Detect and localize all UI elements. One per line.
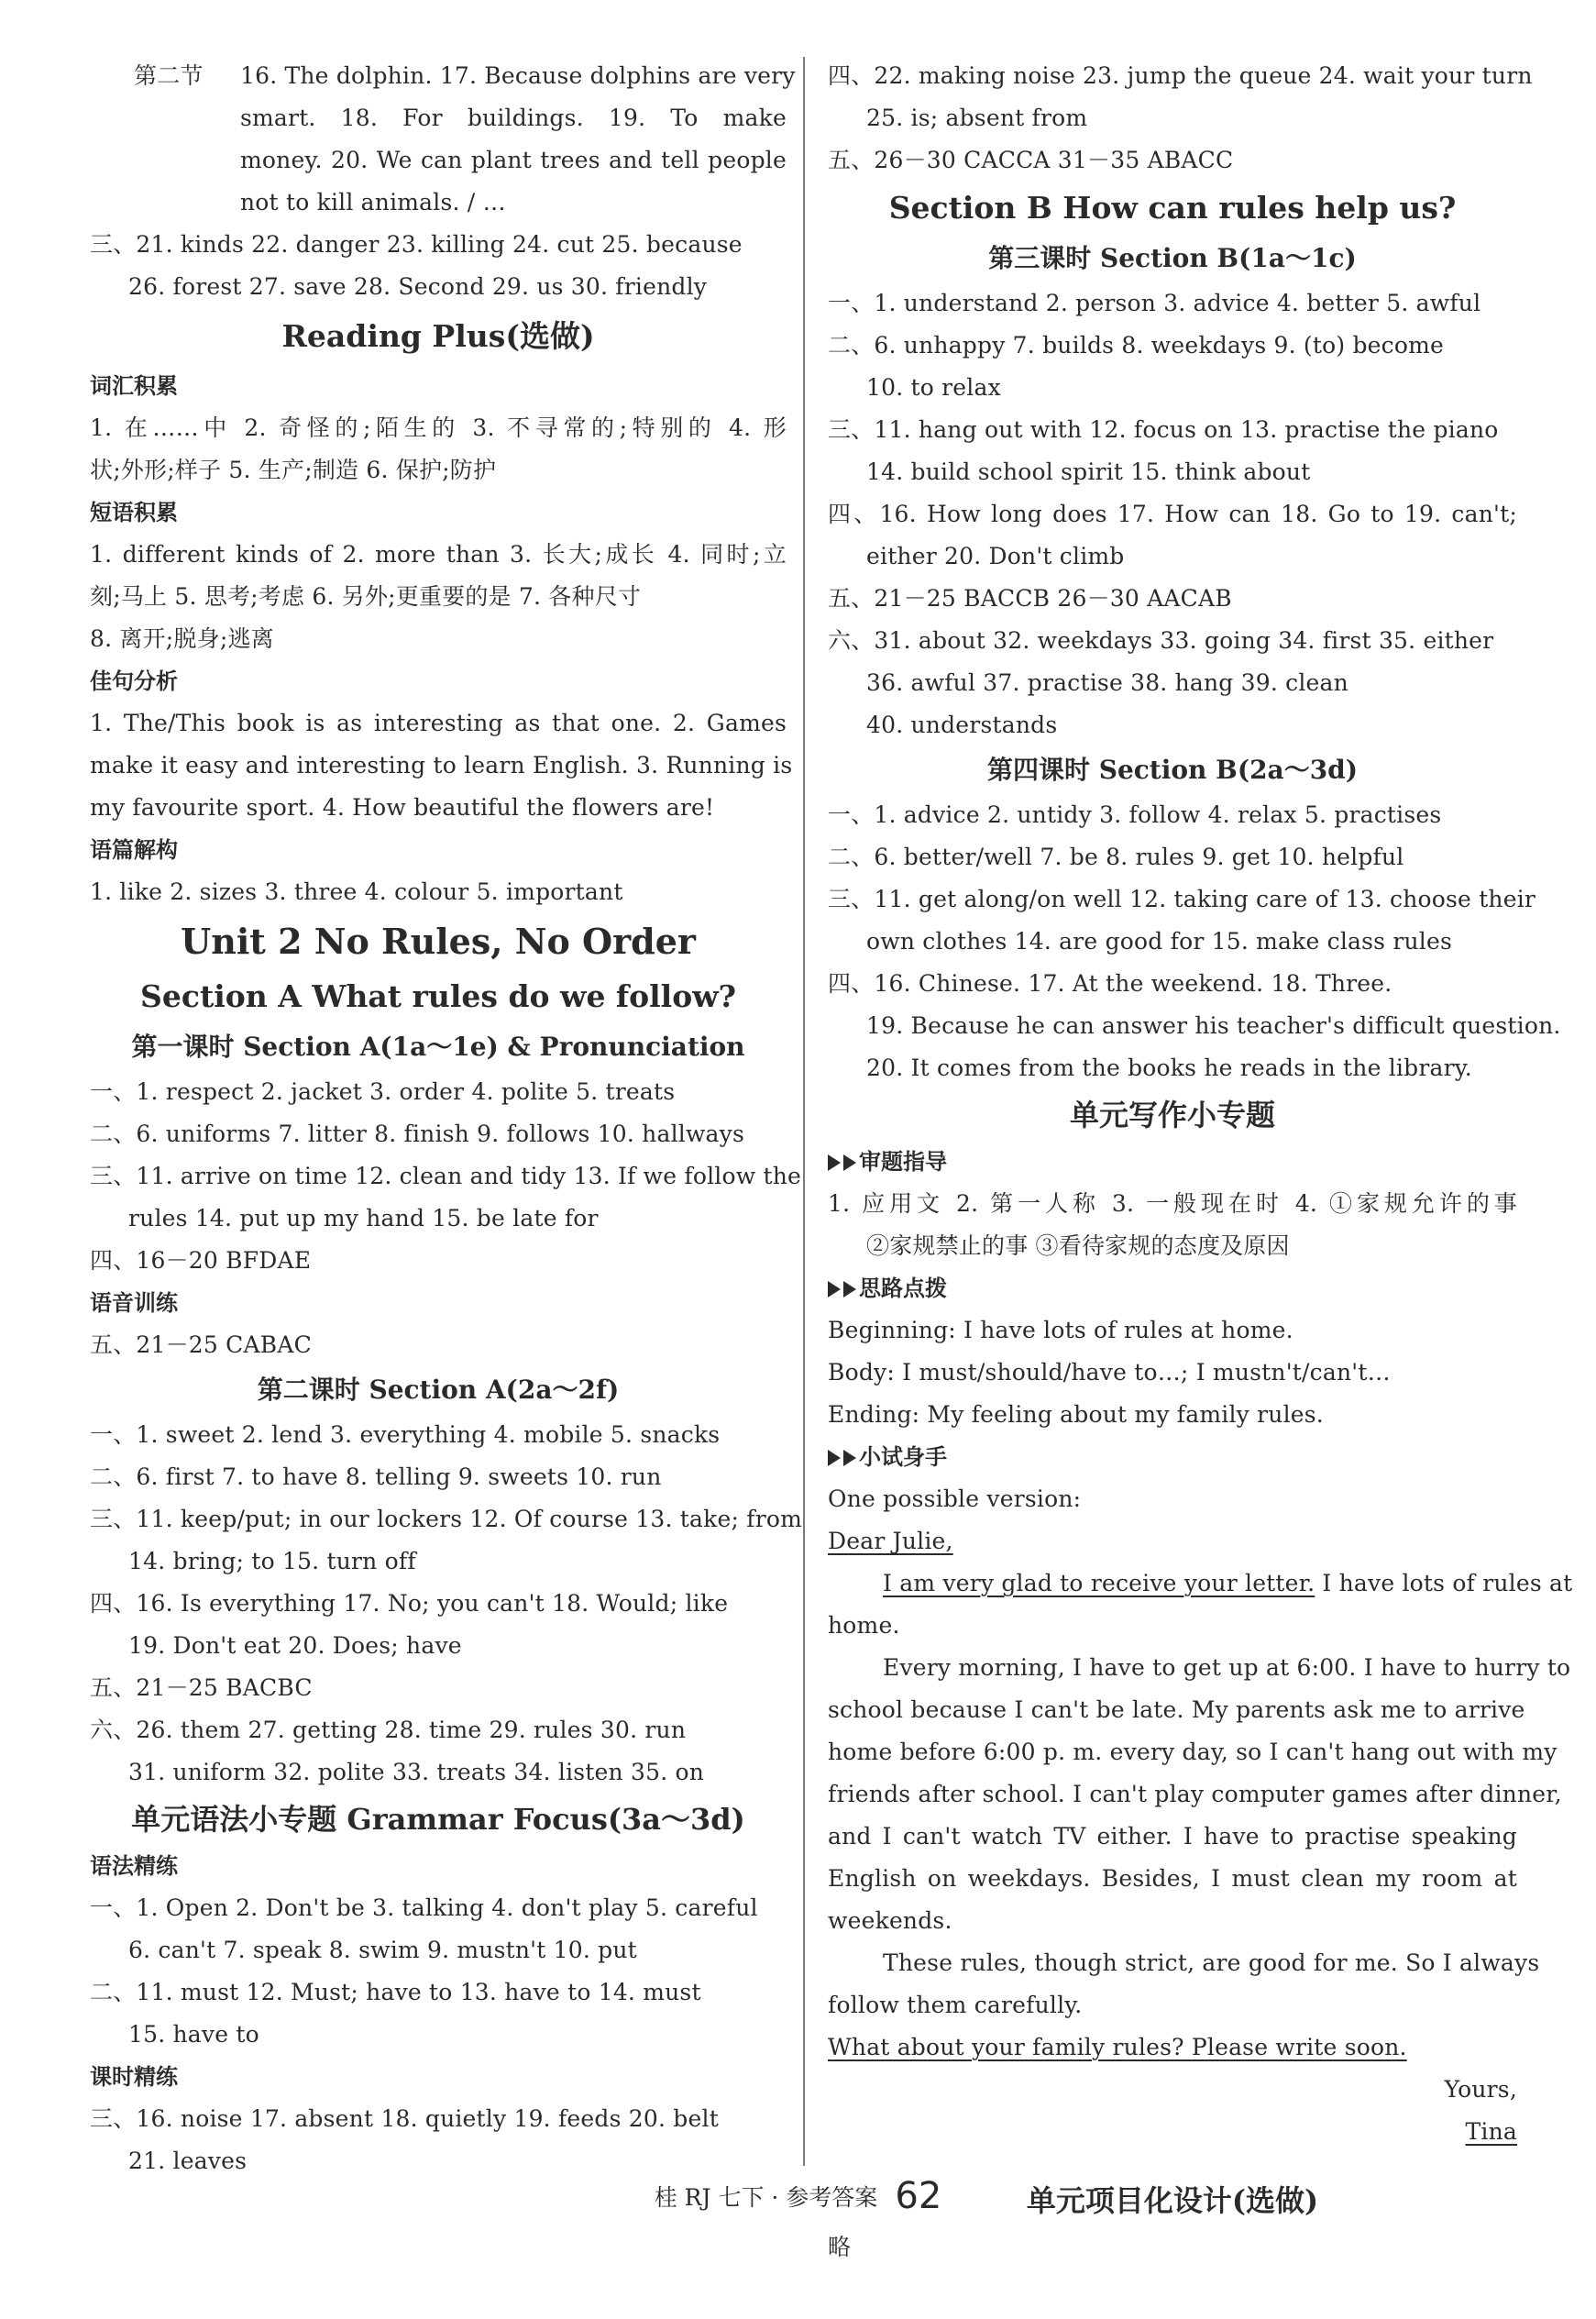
section2-line-3: money. 20. We can plant trees and tell people	[240, 147, 787, 173]
page-footer	[0, 2175, 1596, 2230]
letter-p3-line: follow them carefully.	[828, 1992, 1083, 2018]
letter-p2-line: and I can't watch TV either. I have to practise speaking	[828, 1823, 1517, 1850]
answer-line: 二、6. uniforms 7. litter 8. finish 9. follows 10. hallways	[90, 1121, 745, 1147]
section-a-title: Section A What rules do we follow?	[140, 978, 736, 1014]
lesson3-title: 第三课时 Section B(1a～1c)	[988, 243, 1357, 273]
answer-line: 四、16. How long does 17. How can 18. Go to 19. can't;	[828, 501, 1517, 527]
answer-line: 三、11. arrive on time 12. clean and tidy 13. If we follow the	[90, 1163, 802, 1189]
answer-line: my favourite sport. 4. How beautiful the flowers are!	[90, 794, 715, 821]
triangle-icon	[843, 1281, 856, 1298]
answer-line: 四、16－20 BFDAE	[90, 1247, 312, 1274]
answer-line: 一、1. Open 2. Don't be 3. talking 4. don't play 5. careful	[90, 1894, 758, 1921]
answer-line: 6. can't 7. speak 8. swim 9. mustn't 10. put	[128, 1937, 637, 1963]
answer-line: 五、21－25 BACCB 26－30 AACAB	[828, 585, 1232, 612]
answer-line: 14. build school spirit 15. think about	[866, 458, 1311, 485]
reading-plus-title: Reading Plus(选做)	[281, 318, 595, 354]
answer-line: 25. is; absent from	[866, 105, 1088, 131]
answer-line: 1. like 2. sizes 3. three 4. colour 5. important	[90, 878, 623, 905]
letter-p2-line: school because I can't be late. My parents ask me to arrive	[828, 1696, 1525, 1723]
answer-line: 26. forest 27. save 28. Second 29. us 30. friendly	[128, 273, 708, 300]
page-number: 62	[895, 2175, 942, 2217]
section-b-title: Section B How can rules help us?	[888, 190, 1457, 226]
answer-line: make it easy and interesting to learn English. 3. Running is	[90, 752, 793, 779]
letter-p2-line: English on weekdays. Besides, I must clean my room at	[828, 1865, 1517, 1892]
answer-line: 10. to relax	[866, 374, 1001, 401]
grammar-title: 单元语法小专题 Grammar Focus(3a～3d)	[131, 1802, 745, 1837]
phrase-title: 短语积累	[90, 500, 178, 525]
answer-line: 19. Don't eat 20. Does; have	[128, 1632, 462, 1659]
answer-line: 三、11. hang out with 12. focus on 13. practise the piano	[828, 416, 1499, 443]
answer-line: 二、6. unhappy 7. builds 8. weekdays 9. (to) become	[828, 332, 1445, 359]
answer-line: 一、1. respect 2. jacket 3. order 4. polite 5. treats	[90, 1078, 676, 1105]
letter-greeting: Dear Julie,	[828, 1528, 953, 1554]
answer-line: own clothes 14. are good for 15. make class rules	[866, 928, 1453, 955]
letter-p1-end: home.	[828, 1612, 900, 1639]
structure-title: 语篇解构	[90, 837, 178, 863]
try-title: 小试身手	[859, 1444, 947, 1470]
letter-p2-line: weekends.	[828, 1907, 952, 1934]
idea-heading	[828, 1267, 1517, 1309]
idea-line: Ending: My feeling about my family rules.	[828, 1401, 1324, 1428]
answer-line: 四、16. Chinese. 17. At the weekend. 18. Three.	[828, 970, 1392, 997]
answer-line: 二、6. better/well 7. be 8. rules 9. get 10. helpful	[828, 844, 1404, 870]
lesson1-title: 第一课时 Section A(1a～1e) & Pronunciation	[131, 1032, 745, 1062]
spacer	[828, 2153, 1517, 2175]
left-column	[90, 55, 803, 2182]
lesson2-title: 第二课时 Section A(2a～2f)	[257, 1375, 620, 1405]
answer-line: rules 14. put up my hand 15. be late for	[128, 1205, 599, 1231]
answer-line: 14. bring; to 15. turn off	[128, 1548, 416, 1574]
answer-line: 1. The/This book is as interesting as that one. 2. Games	[90, 710, 787, 736]
answer-line: ②家规禁止的事 ③看待家规的态度及原因	[866, 1232, 1290, 1259]
answer-line: 五、26－30 CACCA 31－35 ABACC	[828, 147, 1234, 173]
letter-closing: What about your family rules? Please write soon.	[828, 2034, 1407, 2060]
class-practice-title: 课时精练	[90, 2064, 178, 2090]
letter-p2-line: friends after school. I can't play computer games after dinner,	[828, 1781, 1562, 1807]
guide-heading	[828, 1141, 1517, 1183]
answer-line: 一、1. understand 2. person 3. advice 4. better 5. awful	[828, 290, 1481, 316]
letter-p1: I am very glad to receive your letter. I have lots of rules at	[883, 1570, 1573, 1596]
answer-line: 三、11. get along/on well 12. taking care of 13. choose their	[828, 886, 1536, 912]
letter-signoff: Yours,	[1444, 2076, 1517, 2103]
idea-line: Beginning: I have lots of rules at home.	[828, 1317, 1293, 1343]
answer-line: 状;外形;样子 5. 生产;制造 6. 保护;防护	[90, 457, 497, 483]
answer-line: 三、21. kinds 22. danger 23. killing 24. cut 25. because	[90, 231, 743, 258]
answer-line: 19. Because he can answer his teacher's difficult question.	[866, 1012, 1561, 1039]
section2-line-1: 第二节 16. The dolphin. 17. Because dolphins are very	[134, 62, 796, 89]
answer-line: 二、6. first 7. to have 8. telling 9. sweets 10. run	[90, 1463, 662, 1490]
guide-title: 审题指导	[859, 1149, 947, 1175]
answer-line: 8. 离开;脱身;逃离	[90, 625, 274, 652]
lesson4-title: 第四课时 Section B(2a～3d)	[986, 755, 1359, 785]
right-column	[828, 55, 1573, 2269]
triangle-icon	[828, 1154, 841, 1171]
letter-p2-line: home before 6:00 p. m. every day, so I can't hang out with my	[828, 1739, 1557, 1765]
writing-title: 单元写作小专题	[1069, 1098, 1275, 1132]
answer-line: 六、26. them 27. getting 28. time 29. rules 30. run	[90, 1717, 687, 1743]
answer-line: 1. 在……中 2. 奇怪的;陌生的 3. 不寻常的;特别的 4. 形	[90, 414, 787, 441]
column-divider	[803, 57, 805, 2166]
answer-line: 1. different kinds of 2. more than 3. 长大;成长 4. 同时;立	[90, 541, 787, 568]
try-heading	[828, 1436, 1517, 1478]
triangle-icon	[843, 1450, 856, 1466]
answer-line: 五、21－25 BACBC	[90, 1674, 313, 1701]
section2-line-4: not to kill animals. / …	[240, 189, 506, 215]
section2-label: 第二节	[134, 62, 204, 89]
footer-text: 桂 RJ 七下 · 参考答案	[654, 2184, 878, 2211]
answer-line: 六、31. about 32. weekdays 33. going 34. first 35. either	[828, 627, 1494, 654]
answer-line: 31. uniform 32. polite 33. treats 34. listen 35. on	[128, 1759, 705, 1785]
letter-intro: One possible version:	[828, 1485, 1082, 1512]
unit-title: Unit 2 No Rules, No Order	[181, 921, 696, 962]
answer-line: 20. It comes from the books he reads in the library.	[866, 1055, 1472, 1081]
answer-line: 36. awful 37. practise 38. hang 39. clean	[866, 669, 1348, 696]
answer-line: 三、11. keep/put; in our lockers 12. Of course 13. take; from	[90, 1506, 803, 1532]
answer-line: 四、16. Is everything 17. No; you can't 18. Would; like	[90, 1590, 729, 1617]
triangle-icon	[843, 1154, 856, 1171]
triangle-icon	[828, 1450, 841, 1466]
letter-p2-line: Every morning, I have to get up at 6:00. I have to hurry to	[883, 1654, 1571, 1681]
triangle-icon	[828, 1281, 841, 1298]
vocab-title: 词汇积累	[90, 373, 178, 399]
answer-line: 五、21－25 CABAC	[90, 1331, 312, 1358]
idea-line: Body: I must/should/have to…; I mustn't/can't…	[828, 1359, 1391, 1386]
sentence-title: 佳句分析	[90, 668, 178, 694]
phonics-title: 语音训练	[90, 1290, 178, 1316]
answer-line: either 20. Don't climb	[866, 543, 1125, 569]
answer-line: 四、22. making noise 23. jump the queue 24. wait your turn	[828, 62, 1533, 89]
answer-line: 刻;马上 5. 思考;考虑 6. 另外;更重要的是 7. 各种尺寸	[90, 583, 642, 610]
idea-title: 思路点拨	[859, 1275, 947, 1301]
answer-line: 1. 应用文 2. 第一人称 3. 一般现在时 4. ①家规允许的事	[828, 1190, 1517, 1217]
answer-line: 21. leaves	[128, 2148, 248, 2174]
project-body: 略	[828, 2234, 852, 2260]
answer-line: 40. understands	[866, 712, 1058, 738]
answer-line: 一、1. advice 2. untidy 3. follow 4. relax 5. practises	[828, 801, 1442, 828]
answer-line: 二、11. must 12. Must; have to 13. have to 14. must	[90, 1979, 701, 2005]
project-title: 单元项目化设计(选做)	[1026, 2183, 1319, 2218]
answer-line: 一、1. sweet 2. lend 3. everything 4. mobile 5. snacks	[90, 1421, 721, 1448]
answer-line: 三、16. noise 17. absent 18. quietly 19. feeds 20. belt	[90, 2105, 719, 2132]
letter-name: Tina	[1465, 2118, 1517, 2145]
answer-line: 15. have to	[128, 2021, 259, 2048]
letter-p3-line: These rules, though strict, are good for me. So I always	[883, 1949, 1540, 1976]
grammar-practice-title: 语法精练	[90, 1853, 178, 1879]
section2-line-2: smart. 18. For buildings. 19. To make	[240, 105, 787, 131]
